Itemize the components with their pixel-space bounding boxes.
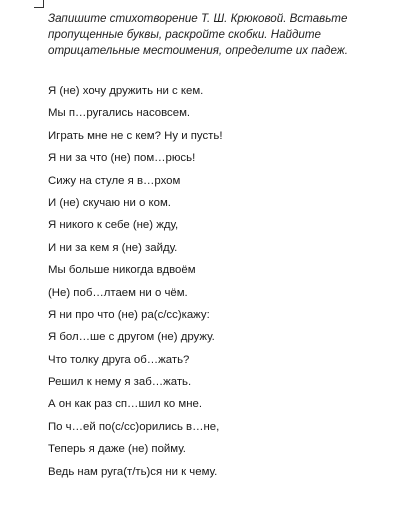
poem-line: Что толку друга об…жать? <box>48 353 190 366</box>
task-instruction: Запишите стихотворение Т. Ш. Крюковой. Вставьте пропущенные буквы, раскройте скобки. Найдите отрицательные местоимения, определите их падеж. <box>48 12 348 57</box>
poem-line: Я ни про что (не) ра(с/сс)кажу: <box>48 308 210 321</box>
poem-line: Теперь я даже (не) пойму. <box>48 443 186 456</box>
poem-line: А он как раз сп…шил ко мне. <box>48 398 202 411</box>
poem-line: Я (не) хочу дружить ни с кем. <box>48 85 204 97</box>
poem-line: Мы больше никогда вдвоём <box>48 264 196 277</box>
poem-line: (Не) поб…лтаем ни о чём. <box>48 286 188 299</box>
poem-line: Я ни за что (не) пом…рюсь! <box>48 152 196 165</box>
poem-line: Сижу на стуле я в…рхом <box>48 174 181 187</box>
poem-line: Играть мне не с кем? Ну и пусть! <box>48 129 223 142</box>
poem-line: Я бол…ше с другом (не) дружу. <box>48 331 215 344</box>
poem-line: Решил к нему я заб…жать. <box>48 376 192 389</box>
poem-line: По ч…ей по(с/сс)орились в…не, <box>48 420 220 433</box>
poem <box>48 80 408 483</box>
poem-line: И ни за кем я (не) зайду. <box>48 241 178 254</box>
poem-line: И (не) скучаю ни о ком. <box>48 196 171 209</box>
poem-line: Ведь нам руга(т/ть)ся ни к чему. <box>48 465 218 478</box>
poem-line: Мы п…ругались насовсем. <box>48 107 191 120</box>
poem-line: Я никого к себе (не) жду, <box>48 219 179 232</box>
corner-mark <box>34 0 44 8</box>
